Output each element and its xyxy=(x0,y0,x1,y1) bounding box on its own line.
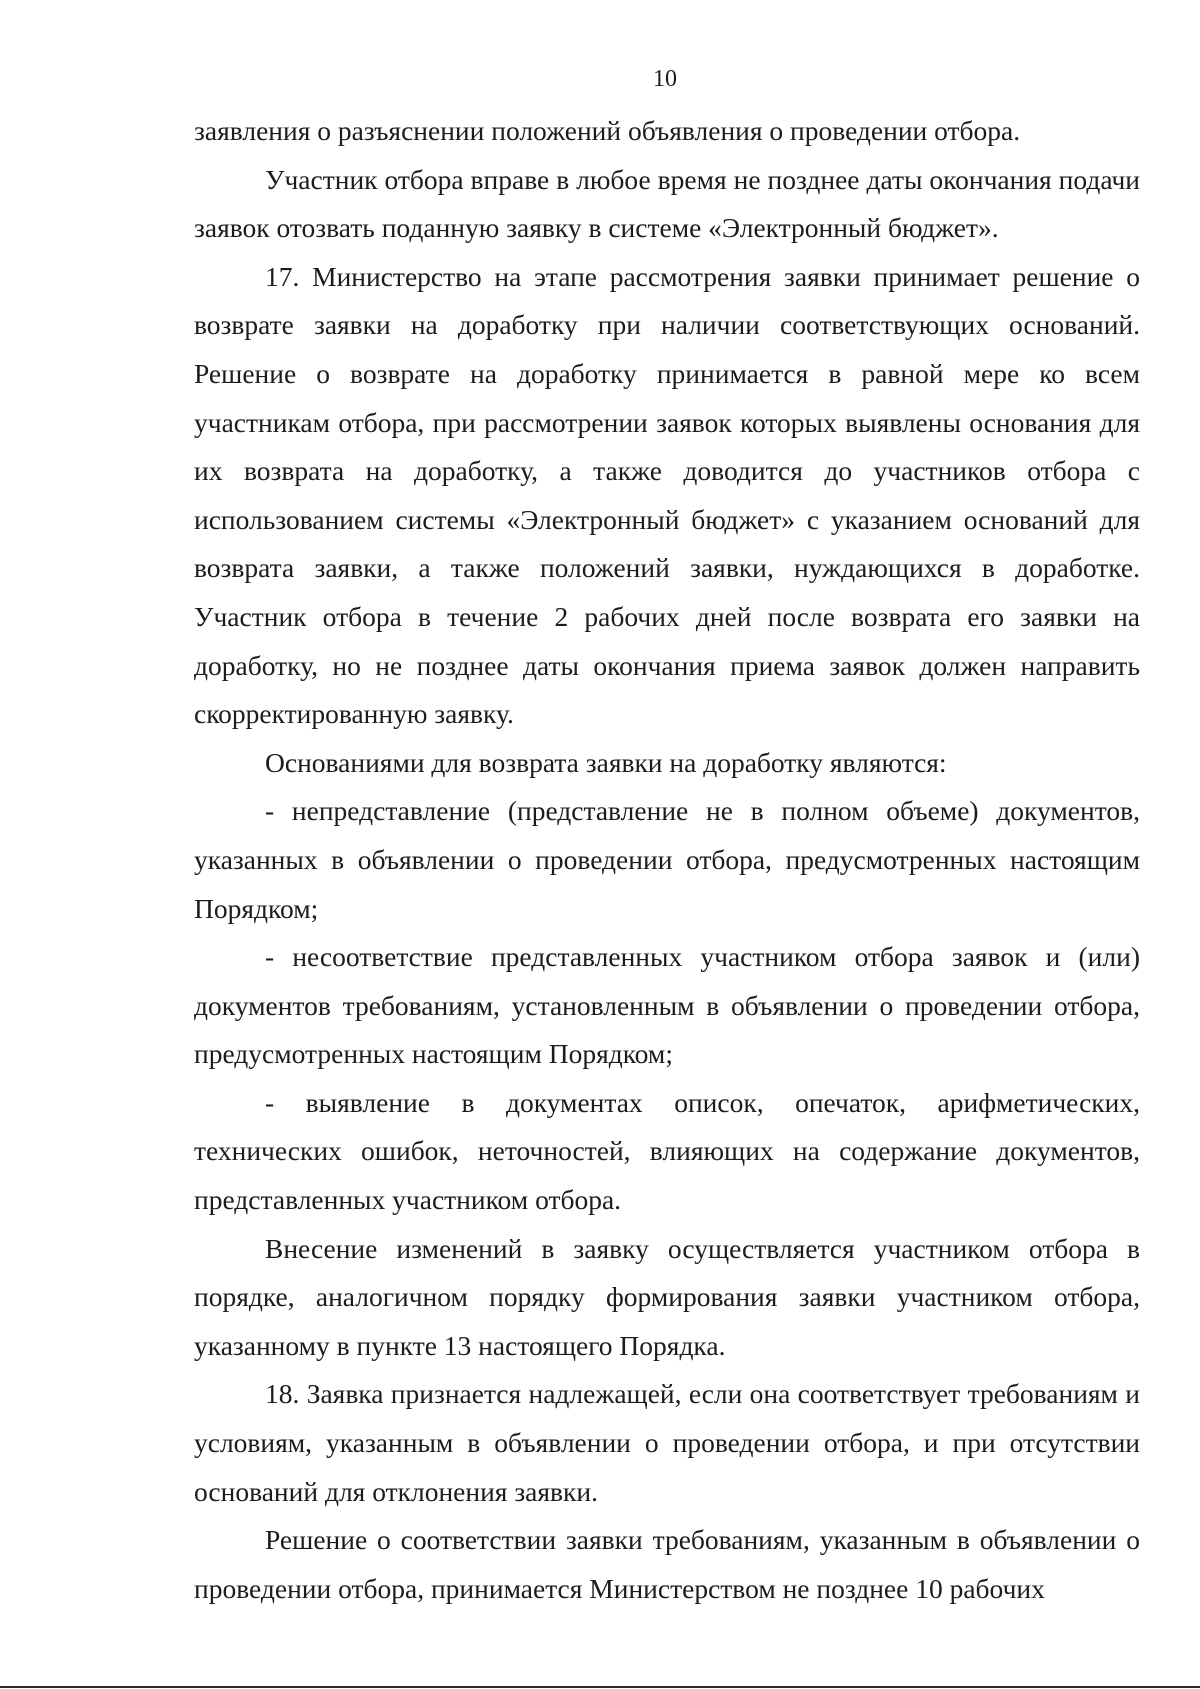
bottom-rule xyxy=(0,1686,1200,1688)
document-body xyxy=(194,107,1140,1613)
list-item-non-submission: - непредставление (представление не в полном объеме) документов, указанных в объявлении о проведении отбора, предусмотренных настоящим Порядком; xyxy=(194,795,1140,924)
paragraph-item-17: 17. Министерство на этапе рассмотрения заявки принимает решение о возврате заявки на доработку при наличии соответствующих оснований. Решение о возврате на доработку принимается в равной мере ко всем участникам отбора, при рассмотрении заявок которых выявлены основания для их возврата на доработку, а также доводится до участников отбора с использованием системы «Электронный бюджет» с указанием оснований для возврата заявки, а также положений заявки, нуждающихся в доработке. Участник отбора в течение 2 рабочих дней после возврата его заявки на доработку, но не позднее даты окончания приема заявок должен направить скорректированную заявку. xyxy=(194,260,1140,730)
page-number: 10 xyxy=(653,66,677,92)
paragraph-withdraw-application: Участник отбора вправе в любое время не позднее даты окончания подачи заявок отозвать поданную заявку в системе «Электронный бюджет». xyxy=(194,163,1140,244)
paragraph-item-18: 18. Заявка признается надлежащей, если она соответствует требованиям и условиям, указанным в объявлении о проведении отбора, и при отсутствии оснований для отклонения заявки. xyxy=(194,1378,1140,1507)
paragraph-grounds-heading: Основаниями для возврата заявки на доработку являются: xyxy=(265,746,947,778)
paragraph-continuation: заявления о разъяснении положений объявления о проведении отбора. xyxy=(194,115,1021,146)
list-item-errors: - выявление в документах описок, опечаток, арифметических, технических ошибок, неточностей, влияющих на содержание документов, представленных участником отбора. xyxy=(194,1086,1140,1216)
paragraph-compliance-decision: Решение о соответствии заявки требованиям, указанным в объявлении о проведении отбора, принимается Министерством не позднее 10 рабочих xyxy=(194,1524,1140,1604)
paragraph-amendments: Внесение изменений в заявку осуществляется участником отбора в порядке, аналогичном порядку формирования заявки участником отбора, указанному в пункте 13 настоящего Порядка. xyxy=(194,1232,1140,1361)
list-item-non-compliance: - несоответствие представленных участником отбора заявок и (или) документов требованиям, установленным в объявлении о проведении отбора, предусмотренных настоящим Порядком; xyxy=(194,941,1140,1070)
